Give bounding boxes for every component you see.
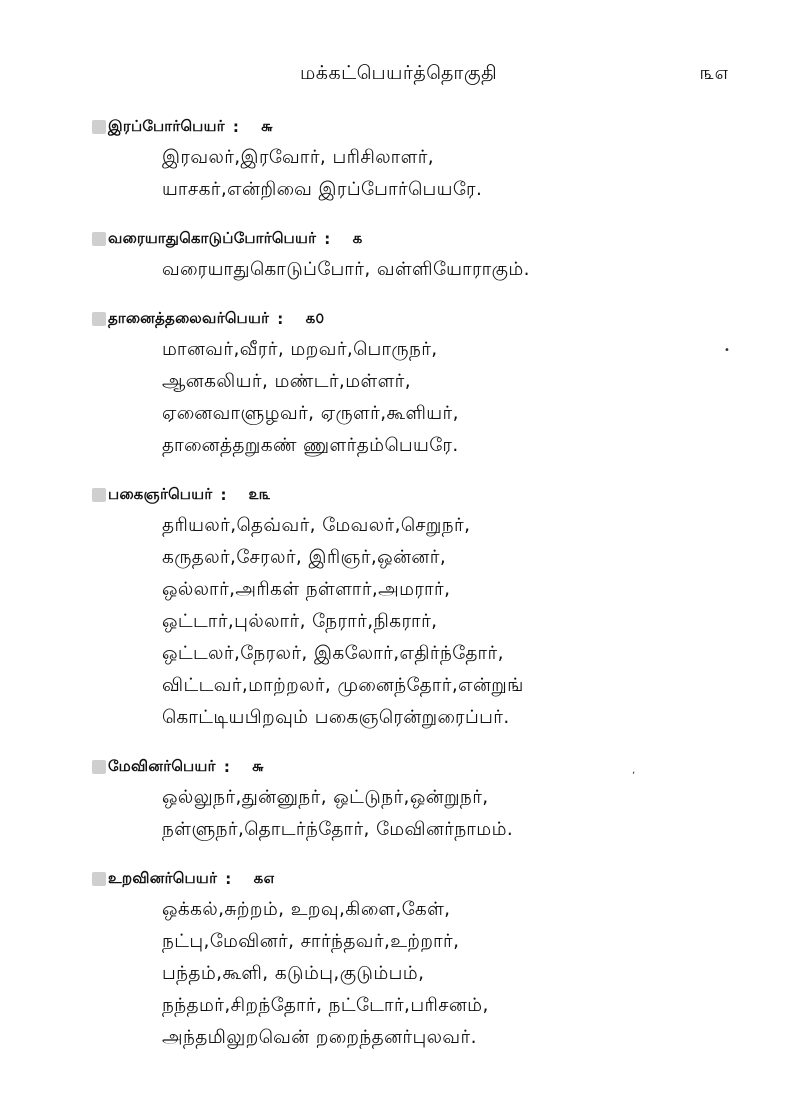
section-heading-title: வரையாதுகொடுப்போர்பெயர் [108, 229, 317, 247]
section-heading-title: மேவினர்பெயர் [108, 757, 216, 775]
document-body [0, 112, 800, 1072]
verse-section [0, 304, 800, 462]
verse-section [0, 480, 800, 734]
section-marker-icon [92, 488, 106, 502]
verse-line: வரையாதுகொடுப்போர், வள்ளியோராகும். [162, 259, 530, 280]
verse-line: ஒட்டலர்,நேரலர், இகலோர்,எதிர்ந்தோர், [162, 643, 504, 664]
section-heading-title: இரப்போர்பெயர் [108, 117, 225, 135]
verse-line: நட்பு,மேவினர், சார்ந்தவர்,உற்றார், [162, 931, 460, 952]
verse-line: தானைத்தறுகண் ணுளர்தம்பெயரே. [162, 435, 459, 456]
heading-colon: : [220, 486, 227, 504]
section-heading-count: ௧௭ [253, 869, 275, 887]
section-heading [0, 112, 800, 142]
verse-line: பந்தம்,கூளி, கடும்பு,குடும்பம், [162, 963, 425, 984]
section-heading [0, 864, 800, 894]
verse-line: ஆனகலியர், மண்டர்,மள்ளர், [162, 371, 412, 392]
verse-line: கருதலர்,சேரலர், இரிஞர்,ஒன்னர், [162, 547, 447, 568]
heading-colon: : [277, 310, 284, 328]
section-heading [0, 480, 800, 510]
section-heading-count: ௨௩ [248, 485, 271, 503]
verse-line: நந்தமர்,சிறந்தோர், நட்டோர்,பரிசனம், [162, 995, 489, 1016]
verse-line: கொட்டியபிறவும் பகைஞரென்றுரைப்பர். [162, 707, 510, 728]
running-title: மக்கட்பெயர்த்தொகுதி [300, 62, 498, 84]
section-heading [0, 752, 800, 782]
verse-line: இரவலர்,இரவோர், பரிசிலாளர், [162, 147, 435, 168]
section-marker-icon [92, 312, 106, 326]
section-marker-icon [92, 120, 106, 134]
section-heading [0, 304, 800, 334]
section-marker-icon [92, 760, 106, 774]
verse-line: விட்டவர்,மாற்றலர், முனைந்தோர்,என்றுங் [162, 675, 524, 696]
verse-line: அந்தமிலுறவென் றறைந்தனர்புலவர். [162, 1027, 477, 1048]
section-heading-title: உறவினர்பெயர் [108, 869, 218, 887]
verse-line: ஒட்டார்,புல்லார், நேரார்,நிகரார், [162, 611, 438, 632]
verse-section [0, 112, 800, 206]
section-heading-title: தானைத்தலைவர்பெயர் [108, 309, 270, 327]
section-marker-icon [92, 232, 106, 246]
verse-line: யாசகர்,என்றிவை இரப்போர்பெயரே. [162, 179, 483, 200]
verse-line: தரியலர்,தெவ்வர், மேவலர்,செறுநர், [162, 515, 471, 536]
verse-line: ஒல்லார்,அரிகள் நள்ளார்,அமரார், [162, 579, 451, 600]
verse-section [0, 224, 800, 286]
section-heading-count: ௬ [251, 757, 264, 775]
heading-colon: : [225, 870, 232, 888]
page-header [0, 62, 800, 96]
section-heading-count: ௧ [352, 229, 363, 247]
page-number: ௩௭ [700, 62, 729, 84]
verse-line: மானவர்,வீரர், மறவர்,பொருநர், [162, 339, 438, 360]
verse-section [0, 752, 800, 846]
heading-colon: : [223, 758, 230, 776]
heading-colon: : [324, 230, 331, 248]
verse-line: ஏனைவாளுழவர், ஏருளர்,கூளியர், [162, 403, 459, 424]
verse-line: ஒல்லுநர்,துன்னுநர், ஒட்டுநர்,ஒன்றுநர், [162, 787, 489, 808]
section-heading-title: பகைஞர்பெயர் [108, 485, 213, 503]
ink-speck: • [724, 345, 730, 356]
verse-section [0, 864, 800, 1054]
verse-line: ஒக்கல்,சுற்றம், உறவு,கிளை,கேள், [162, 899, 451, 920]
heading-colon: : [232, 118, 239, 136]
section-heading-count: ௧௦ [305, 309, 325, 327]
section-heading [0, 224, 800, 254]
section-marker-icon [92, 872, 106, 886]
verse-line: நள்ளுநர்,தொடர்ந்தோர், மேவினர்நாமம். [162, 819, 514, 840]
section-heading-count: ௬ [260, 117, 274, 135]
ink-speck: , [632, 765, 636, 776]
